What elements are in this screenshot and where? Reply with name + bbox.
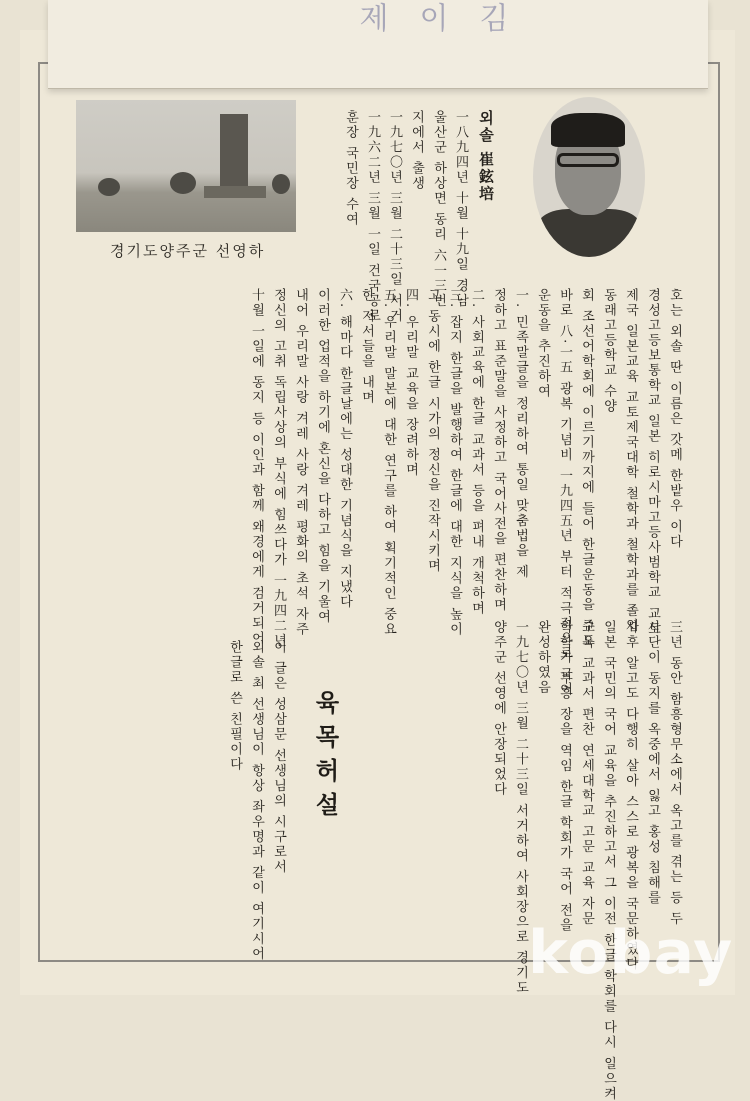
bio-line: 울산군 하상면 동리 六一三번 bbox=[431, 110, 446, 309]
bio-line: 지에서 출생 bbox=[409, 110, 424, 192]
body-line: 사후 알고도 다행히 살아 스스로 광복을 국문하였다 bbox=[623, 620, 638, 972]
body-line: 一. 민족말글을 정리하여 통일 맞춤법을 제 bbox=[513, 288, 528, 580]
body-line: 四. 우리말 교육을 장려하며 bbox=[403, 288, 418, 478]
poem-title: 육목허설 bbox=[311, 690, 340, 826]
body-line: 六. 해마다 한글날에는 성대한 기념식을 지냈다 bbox=[337, 288, 352, 610]
robe bbox=[537, 209, 641, 257]
body-line: 운동을 추진하여 bbox=[535, 288, 550, 400]
flap-text-3: 김 bbox=[473, 2, 508, 36]
body-line: 회 조선어학회에 이르기까지에 들어 한글운동을 주도 bbox=[579, 288, 594, 649]
body-line: 경성고등보통학교 일본 히로시마고등사범학교 교토 bbox=[645, 288, 660, 637]
body-line: 고 동시에 한글 시가의 정신을 진작시키며 bbox=[425, 288, 440, 574]
body-line: 五. 우리말 말본에 대한 연구를 하여 획기적인 중요 bbox=[381, 288, 396, 638]
body-line: 완성하였음 bbox=[535, 620, 550, 695]
body-line: 내어 우리말 사랑 겨레 사랑 겨레 평화의 초석 자주 bbox=[293, 288, 308, 638]
body-line: 외솔 최 선생님이 항상 좌우명과 같이 여기시어 bbox=[249, 640, 264, 962]
body-line: 이러한 업적을 하기에 혼신을 다하고 힘을 기울여 bbox=[315, 288, 330, 625]
body-line: 三. 잡지 한글을 발행하여 한글에 대한 지식을 높이 bbox=[447, 288, 462, 638]
folded-flap bbox=[48, 0, 708, 89]
body-line: 호는 외솔 딴 이름은 갓메 한밭우 이다 bbox=[667, 288, 682, 550]
monument-base bbox=[204, 186, 266, 198]
body-line: 三년 동안 함흥형무소에서 옥고를 겪는 등 두 bbox=[667, 620, 682, 927]
body-line: 十월 一일에 동지 등 이인과 함께 왜경에게 검거되어 bbox=[249, 288, 264, 646]
bio-line: 훈장 국민장 수여 bbox=[343, 110, 358, 228]
bio-line: 一九六二년 三월 一일 건국공로 bbox=[365, 110, 380, 324]
bio-name: 외솔 崔鉉培 bbox=[477, 110, 495, 203]
glasses bbox=[557, 153, 619, 167]
body-line: 학학가 부흥 장을 역임 한글 학회가 국어 전을 bbox=[557, 620, 572, 933]
body-line: 동래고등학교 수양 bbox=[601, 288, 616, 415]
hair bbox=[551, 113, 625, 147]
bio-line: 一九七〇년 三월 二十三일 서거 bbox=[387, 110, 402, 324]
tree bbox=[170, 172, 196, 194]
grave-photo bbox=[76, 100, 296, 232]
portrait-photo bbox=[533, 97, 645, 257]
kobay-watermark: kobay bbox=[528, 918, 734, 988]
body-line: 一九七〇년 三월 二十三일 서거하여 사회장으로 경기도 bbox=[513, 620, 528, 996]
body-line: 일본 국민의 국어 교육을 추진하고서 그 이전 한글 학회를 다시 일으켜 bbox=[601, 620, 616, 1101]
body-line: 정하고 표준말을 사정하고 국어사전을 편찬하며 bbox=[491, 288, 506, 613]
body-line: 제국 일본교육 교토제국대학 철학과 철학과를 졸업 bbox=[623, 288, 638, 634]
flap-text-1: 제 bbox=[353, 2, 388, 36]
flap-text-2: 이 bbox=[413, 2, 448, 36]
tree bbox=[272, 174, 290, 194]
body-line: 한글로 쓴 친필이다 bbox=[227, 640, 242, 773]
photo-caption: 경기도양주군 선영하 bbox=[110, 242, 266, 260]
tree bbox=[98, 178, 120, 196]
body-line: 사단이 동지를 옥중에서 잃고 홍성 침해를 bbox=[645, 620, 660, 906]
monument bbox=[220, 114, 248, 192]
body-line: 양주군 선영에 안장되었다 bbox=[491, 620, 506, 798]
body-line: 교육 교과서 편찬 연세대학교 고문 교육 자문 bbox=[579, 620, 594, 927]
body-line: 한 저서들을 내며 bbox=[359, 288, 374, 406]
bio-line: 一八九四년 十월 十九일 경남 bbox=[453, 110, 468, 309]
body-line: 이 글은 성삼문 선생님의 시구로서 bbox=[271, 640, 286, 875]
body-line: 바로 八·一五 광복 기념비 一九四五년 부터 적극적으로 국어 bbox=[557, 288, 572, 698]
body-line: 二. 사회교육에 한글 교과서 등을 펴내 개척하며 bbox=[469, 288, 484, 616]
body-line: 정신의 고취 독립사상의 부식에 힘쓰다가 一九四二년 bbox=[271, 288, 286, 649]
